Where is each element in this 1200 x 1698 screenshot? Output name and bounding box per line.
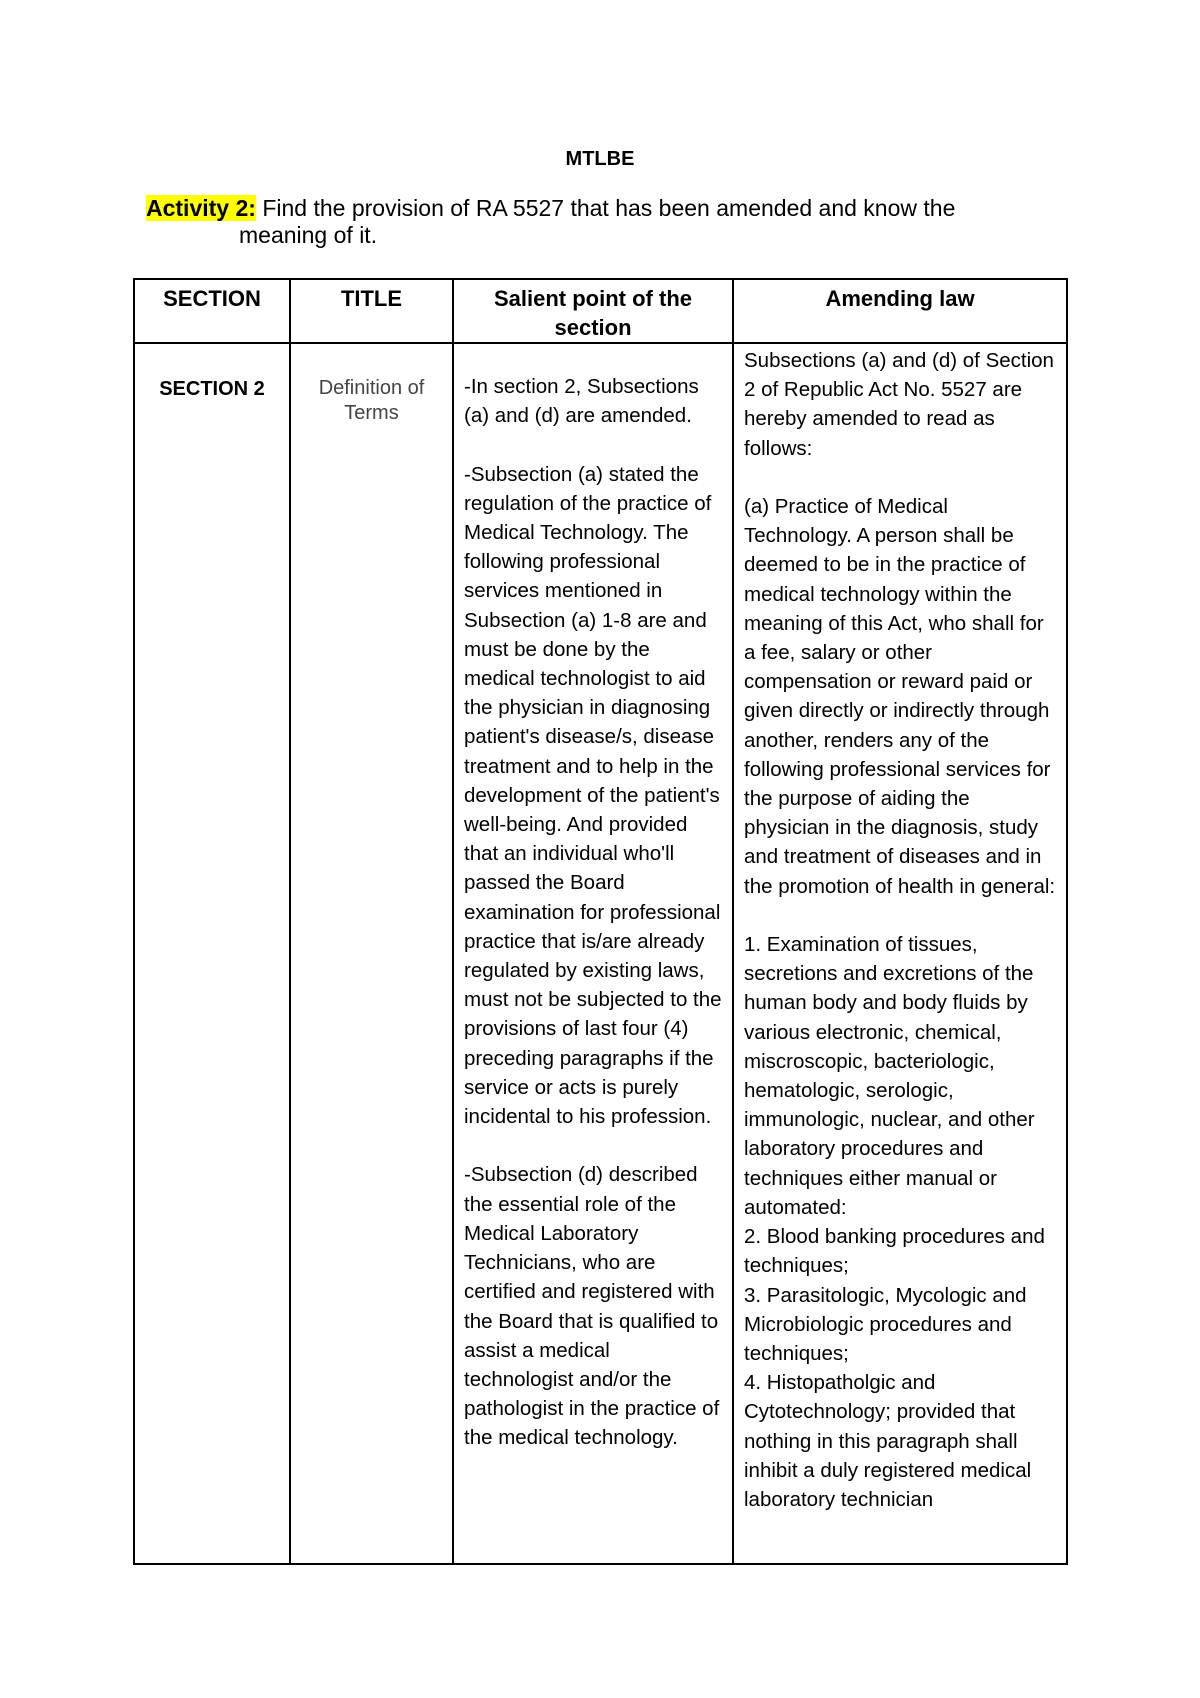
section-name: SECTION 2 — [159, 378, 265, 400]
salient-point-text: -In section 2, Subsections (a) and (d) are amended. -Subsection (a) stated the regulation of the practice of Medical Technology. The following professional services mentioned in Subsection (a) 1-8 are and must be done by the medical technologist to aid the physician in diagnosing patient's disease/s, disease treatment and to help in the development of the patient's well-being. And provided that an individual who'll passed the Board examination for professional practice that is/are already regulated by existing laws, must not be subjected to the provisions of last four (4) preceding paragraphs if the service or acts is purely incidental to his profession. -Subsection (d) described the essential role of the Medical Laboratory Technicians, who are certified and registered with the Board that is qualified to assist a medical technologist and/or the pathologist in the practice of the medical technology. — [464, 375, 722, 1450]
header-salient: Salient point of the section — [453, 279, 733, 343]
header-title: TITLE — [290, 279, 453, 343]
cell-amending — [733, 343, 1067, 1564]
table-header-row — [134, 279, 1067, 343]
cell-title — [290, 343, 453, 1564]
section-title: Definition of Terms — [318, 377, 425, 424]
activity-instruction — [146, 195, 1076, 249]
table-row — [134, 343, 1067, 1564]
provision-table — [133, 278, 1068, 1565]
header-section: SECTION — [134, 279, 290, 343]
activity-text-line1: Find the provision of RA 5527 that has been amended and know the — [255, 195, 956, 221]
cell-section — [134, 343, 290, 1564]
document-title: MTLBE — [565, 148, 635, 170]
activity-text-line2: meaning of it. — [239, 222, 378, 248]
cell-salient — [453, 343, 733, 1564]
activity-label: Activity 2: — [146, 195, 256, 221]
header-amending: Amending law — [733, 279, 1067, 343]
amending-law-text: Subsections (a) and (d) of Section 2 of Republic Act No. 5527 are hereby amended to read as follows: (a) Practice of Medical Technology. A person shall be deemed to be in the practice of medical technology within the meaning of this Act, who shall for a fee, salary or other compensation or reward paid or given directly or indirectly through another, renders any of the following professional services for the purpose of aiding the physician in the diagnosis, study and treatment of diseases and in the promotion of health in general: 1. Examination of tissues, secretions and excretions of the human body and body fluids by various electronic, chemical, miscroscopic, bacteriologic, hematologic, serologic, immunologic, nuclear, and other laboratory procedures and techniques either manual or automated: 2. Blood banking procedures and techniques; 3. Parasitologic, Mycologic and Microbiologic procedures and techniques; 4. Histopatholgic and Cytotechnology; provided that nothing in this paragraph shall inhibit a duly registered medical laboratory technician — [744, 349, 1056, 1511]
